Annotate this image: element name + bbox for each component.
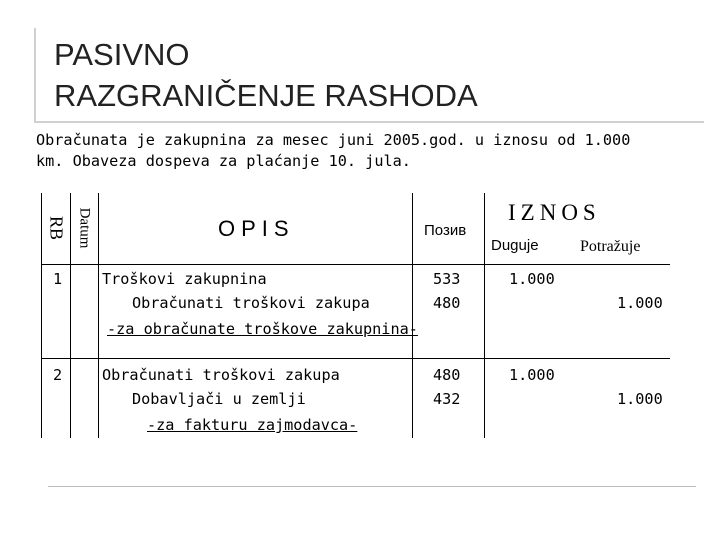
- table-divider-opis-poziv: [412, 193, 413, 438]
- entry-2-credit-account-name: Dobavljači u zemlji: [132, 390, 306, 408]
- entry-1-credit-account-name: Obračunati troškovi zakupa: [132, 294, 370, 312]
- intro-line-1: Obračunata je zakupnina za mesec juni 2005.god. u iznosu od 1.000: [36, 131, 631, 149]
- bottom-divider: [48, 486, 696, 487]
- table-header-bottom: [41, 264, 670, 265]
- header-poziv: Позив: [424, 222, 467, 239]
- entry-1-description: -za obračunate troškove zakupnina-: [107, 320, 418, 338]
- page-title: [54, 34, 478, 116]
- entry-2-debit-amount: 1.000: [509, 366, 555, 384]
- header-iznos: IZNOS: [508, 200, 601, 225]
- table-entry-divider: [41, 358, 670, 359]
- entry-2-description: -za fakturu zajmodavca-: [147, 416, 358, 434]
- header-duguje: Duguje: [491, 237, 539, 254]
- intro-line-2: km. Obaveza dospeva za plaćanje 10. jula.: [36, 152, 411, 170]
- header-rb: RB: [46, 215, 67, 241]
- entry-2-debit-account-name: Obračunati troškovi zakupa: [102, 366, 340, 384]
- entry-1-credit-account: 480: [433, 294, 461, 312]
- entry-1-debit-account-name: Troškovi zakupnina: [102, 270, 267, 288]
- header-datum-cell: [64, 198, 104, 258]
- entry-2-rb: 2: [53, 366, 63, 384]
- entry-1-debit-account: 533: [433, 270, 461, 288]
- entry-1-debit-amount: 1.000: [509, 270, 555, 288]
- title-area: [0, 0, 720, 118]
- title-accent-vertical: [34, 28, 36, 123]
- title-line-2: RAZGRANIČENJE RASHODA: [54, 78, 478, 113]
- header-datum: Datum: [76, 207, 93, 249]
- entry-2-credit-amount: 1.000: [617, 390, 663, 408]
- intro-paragraph: [36, 130, 686, 172]
- header-opis: OPIS: [218, 216, 295, 241]
- entry-1-rb: 1: [53, 270, 63, 288]
- header-potrazuje: Potražuje: [580, 238, 641, 255]
- title-accent-horizontal: [34, 121, 704, 123]
- title-line-1: PASIVNO: [54, 37, 190, 72]
- table-divider-poziv-duguje: [484, 193, 485, 438]
- entry-1-credit-amount: 1.000: [617, 294, 663, 312]
- entry-2-debit-account: 480: [433, 366, 461, 384]
- entry-2-credit-account: 432: [433, 390, 461, 408]
